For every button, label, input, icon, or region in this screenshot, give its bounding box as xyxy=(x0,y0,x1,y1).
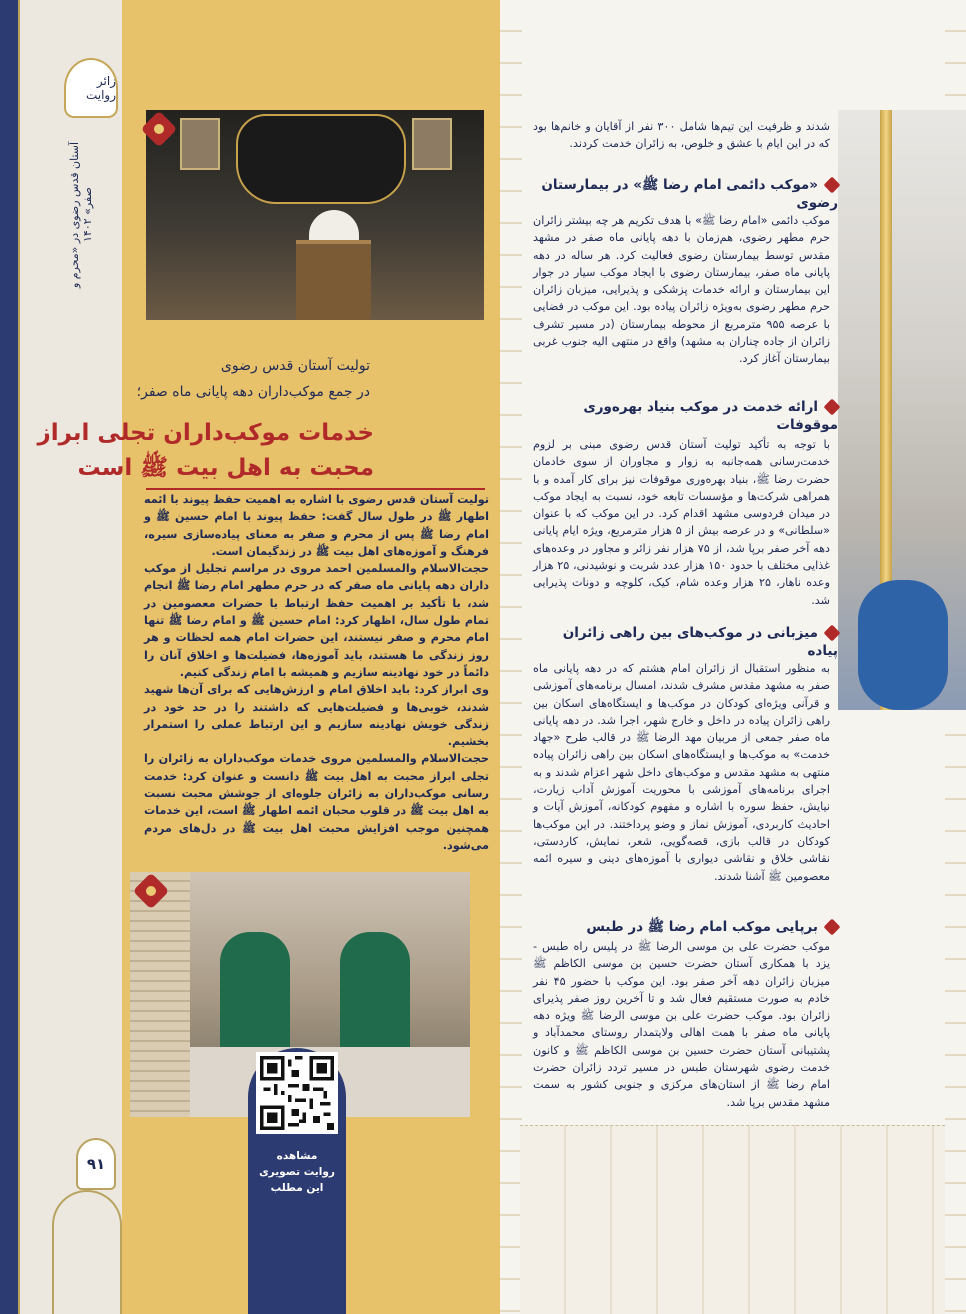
headline-rule xyxy=(146,488,485,490)
lead-paragraph: تولیت آستان قدس رضوی با اشاره به اهمیت حفظ پیوند با ائمه اطهار ﷺ در طول سال گفت: حفظ پیوند با امام حسین ﷺ و امام رضا ﷺ پس از محرم و صفر به معنای پیاده‌سازی سیره، فرهنگ و آموزه‌های اهل بیت ﷺ در زندگیمان است. xyxy=(144,493,489,558)
kicker-line-1: تولیت آستان قدس رضوی xyxy=(220,358,370,374)
headline-line-2: محبت به اهل بیت ﷺ است xyxy=(77,455,374,481)
decorative-tile-pattern xyxy=(520,1125,945,1314)
lead-paragraph: وی ابراز کرد: باید اخلاق امام و ارزش‌هایی که برای آن‌ها شهید شدند، خوبی‌ها و فضیلت‌هایی که داشتند را در حد خود در زندگی خویش نهادینه سازیم و این ارتباط عملی را استمرار بخشیم. xyxy=(144,683,489,749)
portrait-left xyxy=(180,118,220,170)
flower-bullet-icon xyxy=(824,919,841,936)
side-photo xyxy=(838,110,966,710)
kicker-line-2: در جمع موکب‌داران دهه پایانی ماه صفر؛ xyxy=(136,384,370,400)
section-text-endowment: با توجه به تأکید تولیت آستان قدس رضوی مبنی بر لزوم خدمت‌رسانی همه‌جانبه به زوار و مجاوران از سوی خادمان حضرت رضا ﷺ، بنیاد بهره‌وری موقوفات نیز برای کار آمده و با همراهی شرکت‌ها و مؤسسات تابعه خود، نسبت به ایجاد موکب در میدان فردوسی مشهد اقدام کرد. در این موکب که با عنوان «سلطانی» و در عرصه بیش از ۵ هزار مترمربع، ویژه ایام پایانی دهه آخر صفر برپا شد، از ۷۵ هزار نفر زائر و مجاور در وعده‌های غذایی مختلف با حدود ۱۵۰ هزار عدد شربت و نوشیدنی، ۲۵ هزار وعده ناهار، ۲۵ هزار وعده شام، کیک، کلوچه و دونات پذیرایی شد. xyxy=(533,438,831,607)
section-text-hosting: به منظور استقبال از زائران امام هشتم که در دهه پایانی ماه صفر به مشهد مقدس مشرف شدند، امسال برنامه‌های آموزشی و قرآنی ویژه‌ای کودکان در موکب‌ها و ایستگاه‌های اسکان بین راهی زائران پیاده در داخل و خارج شهر، اجرا شد. در دهه پایانی ماه صفر جمعی از مربیان مهد الرضا ﷺ در قالب طرح «جهاد خدمت» به موکب‌ها و ایستگاه‌های اسکان بین راهی زائران پیاده منتهی به مشهد مقدس و موکب‌های داخل شهر اعزام شدند و به اجرای برنامه‌های آموزشی با محوریت آموزش آداب زیارت، نیایش، حفظ سوره با اشاره و مفهوم کودکانه، آموزش آیات و احادیث کاربردی، آموزش نماز و وضو پرداختند. در این موکب‌ها کودکان در قالب بازی، قصه‌گویی، شعر، نمایش، کاردستی، نقاشی خلاق و نقاشی دیواری با آموزه‌های دینی و سیره ائمه معصومین ﷺ آشنا شدند. xyxy=(533,662,830,883)
section-title-hospital: «موکب دائمی امام رضا ﷺ» در بیمارستان رضوی xyxy=(533,176,838,212)
photo-wall xyxy=(130,872,190,1117)
headline-line-1: خدمات موکب‌داران تجلی ابراز xyxy=(37,420,374,446)
lead-paragraph: حجت‌الاسلام والمسلمین مروی خدمات موکب‌داران به زائران را تجلی ابراز محبت به اهل بیت ﷺ دانست و عنوان کرد: خدمت رسانی موکب‌داران به زائران جلوه‌ای از جوشش محبت نسبت به اهل بیت ﷺ در قلوب محبان ائمه اطهار ﷺ است، این خدمات همچنین موجب افزایش محبت اهل بیت ﷺ در دل‌های مردم می‌شود. xyxy=(144,752,489,852)
page-number: ۹۱ xyxy=(76,1138,116,1190)
left-margin xyxy=(0,0,120,1314)
podium xyxy=(296,240,371,320)
qr-code-icon xyxy=(260,1056,334,1130)
section-title-endowment: ارائه خدمت در موکب بنیاد بهره‌وری موقوفات xyxy=(533,398,838,434)
banner-graphic xyxy=(236,114,406,204)
section-title-hosting: میزبانی در موکب‌های بین راهی زائران پیاده xyxy=(533,624,838,660)
portrait-right xyxy=(412,118,452,170)
section-title-tabas: برپایی موکب امام رضا ﷺ در طبس xyxy=(533,918,838,936)
qr-caption: مشاهده روایت تصویری این مطلب xyxy=(259,1150,335,1194)
main-intro-text: شدند و ظرفیت این تیم‌ها شامل ۳۰۰ نفر از آقایان و خانم‌ها بود که در این ایام با عشق و خلوص، به زائران خدمت کردند. xyxy=(533,120,830,151)
photo-plate xyxy=(858,580,948,710)
section-text-hospital: موکب دائمی «امام رضا ﷺ» با هدف تکریم هر چه بیشتر زائران حرم مطهر رضوی، هم‌زمان با دهه پایانی ماه صفر در مشهد مقدس توسط بیمارستان رضوی فعالیت کرد. هر ساله در دهه پایانی ماه صفر، بیمارستان رضوی با ایجاد موکب سیار در جوار این بیمارستان و ارائه خدمات پزشکی و پذیرایی، میزبان زائران حرم مطهر رضوی به‌ویژه زائران پیاده بود. این موکب در فضایی با عرصه ۹۵۵ مترمربع از محوطه بیمارستان (در مسیر تشرف زائران از جاده چناران به مشهد) واقع در منتهی الیه جنوب غربی بیمارستان آغاز کرد. xyxy=(533,214,830,366)
lead-paragraph: حجت‌الاسلام والمسلمین احمد مروی در مراسم تجلیل از موکب داران دهه پایانی ماه صفر که در حرم مطهر امام رضا ﷺ انجام شد، با تأکید بر اهمیت حفظ ارتباط با حضرات معصومین در تمام طول سال، اظهار کرد: امام حسین ﷺ و امام رضا ﷺ تنها امام محرم و صفر نیستند، این حضرات امام همه لحظات و هر روز زندگی ما هستند، باید آموزه‌ها، فضیلت‌ها و اخلاق آنان را دائماً در خود نهادینه سازیم و همیشه با امام زندگی کنیم. xyxy=(144,562,489,679)
flower-bullet-icon xyxy=(824,625,841,642)
flower-bullet-icon xyxy=(824,177,841,194)
vertical-caption: آستان قدس رضوی در «محرم و صفر» ۱۴۰۲ xyxy=(68,141,94,289)
qr-code[interactable] xyxy=(256,1052,338,1134)
decorative-pattern-strip xyxy=(500,0,522,1314)
speaker-photo xyxy=(146,110,484,320)
page-arch-decoration xyxy=(52,1190,122,1314)
lead-article-body xyxy=(144,491,489,854)
flower-bullet-icon xyxy=(824,399,841,416)
section-text-tabas: موکب حضرت علی بن موسی الرضا ﷺ در پلیس راه طبس - یزد با همکاری آستان حضرت حسین بن موسی الکاظم ﷺ میزبان زائران دهه آخر صفر بود. این موکب با حضور ۴۵ نفر خادم به صورت مستقیم فعال شد و تا آخرین روز صفر پذیرای زائران بود. موکب حضرت علی بن موسی الرضا ﷺ ویژه دهه پایانی ماه صفر با همت اهالی ولایتمدار روستای محمدآباد و پشتیبانی آستان حضرت حسین بن موسی الکاظم ﷺ و کانون خدمت رضوی شهرستان طبس در مسیر تردد زائران حضرت امام رضا ﷺ از استان‌های مرکزی و جنوبی کشور به سمت مشهد مقدس برپا شد. xyxy=(533,940,830,1109)
magazine-logo: زائر روایت xyxy=(64,58,118,118)
